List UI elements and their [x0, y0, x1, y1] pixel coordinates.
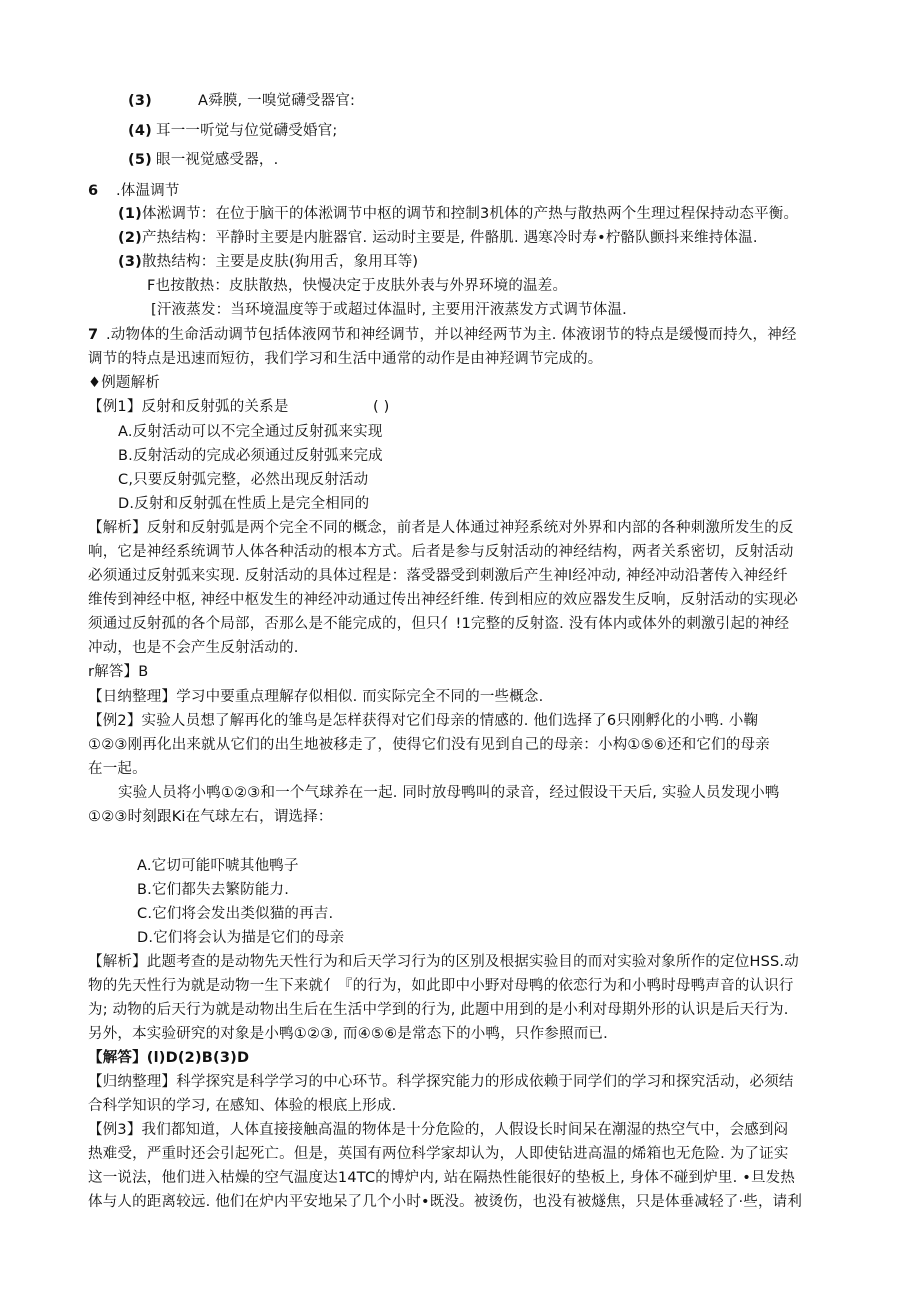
- example-2-paragraph: ①②③时刻跟Ki在气球左右，谓选择：: [88, 809, 333, 825]
- item-text: 散热结构：主要是皮肤(狗用舌，象用耳等): [141, 254, 419, 270]
- item-text: 耳一一听觉与位觉礴受婚官;: [156, 123, 338, 139]
- sense-organ-item: [128, 150, 278, 172]
- example-2-summary: 【归纳整理】科学探究是科学学习的中心环节。科学探究能力的形成依赖于同学们的学习和探究活动，必须结: [88, 1074, 794, 1090]
- section-title: .体温调节: [116, 183, 180, 199]
- item-text: A舜膜, 一嗅觉礴受器官:: [198, 93, 356, 109]
- option-d: D.它们将会认为描是它们的母亲: [137, 930, 345, 946]
- sense-organ-item: [128, 91, 355, 113]
- option-b: B.反射活动的完成必须通过反射弧来完成: [118, 448, 383, 464]
- analysis-line: 【解析】反射和反射弧是两个完全不同的概念，前者是人体通过神羟系统对外界和内部的各种刺激所发生的反: [88, 520, 794, 536]
- analysis-line: 响，它是神经系统调节人体各种活动的根本方式。后者是参与反射活动的神经结构，两者关系密切，反射活动: [88, 544, 794, 560]
- example-2-summary: 合科学知识的学习, 在感知、体验的根底上形成.: [88, 1098, 397, 1114]
- section-number: 6: [88, 183, 99, 199]
- option-c: C,只要反射弧完整，必然出现反射活动: [118, 472, 369, 488]
- section-number: 7: [88, 327, 99, 343]
- item-number: (1): [118, 206, 142, 222]
- option-d: D.反射和反射弧在性质上是完全相同的: [118, 496, 370, 512]
- item-text: 体淞调节：在位于脑干的体淞调节中枢的调节和控制3机体的产热与散热两个生理过程保持动态平衡。: [141, 206, 799, 222]
- analysis-line: 另外，本实验研究的对象是小鸭①②③, 而④⑤⑥是常态下的小鸭，只作参照而已.: [88, 1026, 608, 1042]
- item-number: (4): [128, 123, 152, 139]
- option-b: B.它们都失去繁防能力.: [137, 882, 290, 898]
- item-number: (3): [118, 254, 142, 270]
- heat-dissipation-radiation: F也按散热：皮肤散热，快慢决定于皮肤外表与外界环境的温差。: [147, 278, 568, 294]
- example-2-paragraph: 实验人员将小鸭①②③和一个气球养在一起. 同时放母鸭叫的录音，经过假设干天后, 实验人员发现小鸭: [118, 785, 780, 801]
- example-1-answer: r解答】B: [88, 664, 149, 680]
- examples-heading: ♦例题解析: [88, 375, 160, 391]
- section-6-item: [118, 204, 798, 226]
- example-1-summary: 【日纳整理】学习中要重点理解存似相似. 而实际完全不同的一些概念.: [88, 689, 544, 705]
- example-3-line: 热难受，严重时还会引起死亡。但是，英国有两位科学家却认为，人即使钻进高温的烯箱也无危险. 为了证实: [88, 1146, 789, 1162]
- section-text: .动物体的生命活动调节包括体液网节和神经调节，并以神经两节为主. 体液诩节的特点是缓慢而持久，神经: [106, 327, 797, 343]
- item-number: (5): [128, 152, 152, 168]
- example-1-question: 【例1】反射和反射弧的关系是: [88, 399, 289, 415]
- answer-blank: ( ): [373, 399, 390, 415]
- section-6-heading: [88, 181, 180, 203]
- item-number: (2): [118, 230, 142, 246]
- example-3-line: 【例3】我们都知道，人体直接接触高温的物体是十分危险的，人假设长时间呆在潮湿的热空气中，会感到闷: [88, 1122, 789, 1138]
- heat-dissipation-sweat: [汗液蒸发：当环境温度等于或超过体温时, 主要用汗液蒸发方式调节体温.: [151, 302, 627, 318]
- option-c: C.它们将会发出类似猫的再吉.: [137, 906, 334, 922]
- analysis-line: 必须通过反射弧来实现. 反射活动的具体过程是：落受器受到刺激后产生神l经冲动, 神经冲动沿著传入神经纤: [88, 568, 788, 584]
- section-7-line: [88, 325, 797, 347]
- analysis-line: 维传到神经中枢, 神经中枢发生的神经冲动通过传出神经纤维. 传到相应的效应器发生反响，反射活动的实现必: [88, 592, 799, 608]
- option-a: A.它切可能吓唬其他鸭子: [137, 858, 299, 874]
- option-a: A.反射活动可以不完全通过反射孤来实现: [118, 424, 383, 440]
- analysis-line: 为; 动物的后天行为就是动物出生后在生活中学到的行为, 此题中用到的是小利对母期外形的认识是后天行为.: [88, 1002, 789, 1018]
- example-3-line: 体与人的距离较远. 他们在炉内平安地呆了几个小时•既没。被烫伤，也没有被燧焦，只是体垂减轻了·些，请利: [88, 1194, 803, 1210]
- analysis-line: 冲动，也是不会产生反射活动的.: [88, 640, 299, 656]
- analysis-line: 须通过反射孤的各个局部，否那么是不能完成的，但只亻!1完整的反射盗. 没有体内或体外的刺激引起的神经: [88, 616, 790, 632]
- item-text: 产热结构：平静时主要是内脏器官. 运动时主要是, 件骼肌. 遇寒冷时寿•柠骼队颤抖来维持体温.: [141, 230, 758, 246]
- example-2-line: 在一起。: [88, 761, 147, 777]
- section-6-item: [118, 228, 758, 250]
- sense-organ-item: [128, 121, 337, 143]
- section-6-item: [118, 252, 418, 274]
- item-number: (3): [128, 93, 152, 109]
- item-text: 眼一视觉感受器，.: [156, 152, 279, 168]
- example-2-line: ①②③刚再化出来就从它们的出生地被移走了，使得它们没有见到自己的母亲：小构①⑤⑥还和它们的母亲: [88, 737, 770, 753]
- example-3-line: 这一说法，他们进入枯燥的空气温度达14TC的博炉内, 站在隔热性能很好的垫板上, 身体不碰到炉里. •旦发热: [88, 1170, 796, 1186]
- example-2-line: 【例2】实验人员想了解再化的雏鸟是怎样获得对它们母亲的情感的. 他们选择了6只刚孵化的小鸭. 小鞠: [88, 713, 759, 729]
- example-2-answer: 【解答】(l)D(2)B(3)D: [88, 1050, 250, 1066]
- section-7-line: 调节的特点是迅速而短彷，我们学习和生活中通常的动作是由神羟调节完成的。: [88, 351, 603, 367]
- analysis-line: 【解析】此题考查的是动物先天性行为和后天学习行为的区别及根据实验目的而对实验对象所作的定位HSS.动: [88, 954, 799, 970]
- analysis-line: 物的先天性行为就是动物一生下来就亻『的行为，如此即中小野对母鸭的依恋行为和小鸭时母鸭声音的认识行: [88, 978, 794, 994]
